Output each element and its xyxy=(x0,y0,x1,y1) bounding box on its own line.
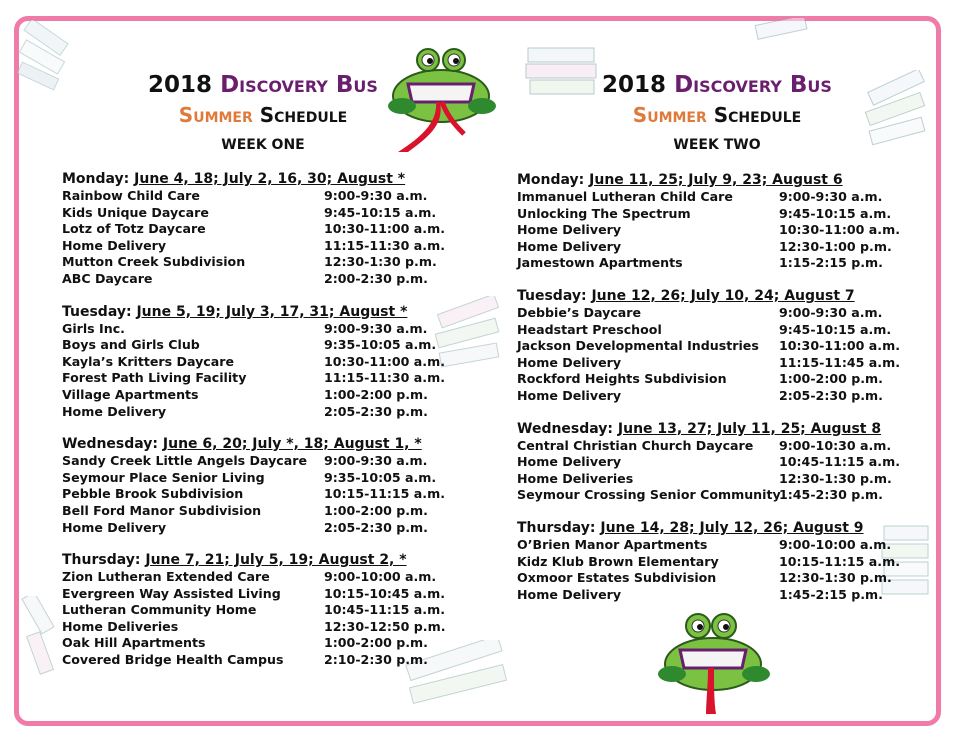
stop-time: 9:00-10:30 a.m. xyxy=(779,437,892,453)
stop-name: Kayla’s Kritters Daycare xyxy=(62,353,235,369)
week-label: WEEK TWO xyxy=(673,137,761,153)
schedule-row xyxy=(62,353,445,371)
week-two-title xyxy=(592,70,842,158)
stop-time: 9:45-10:15 a.m. xyxy=(779,321,892,337)
stop-name: Home Delivery xyxy=(517,238,622,254)
stop-name: Unlocking The Spectrum xyxy=(517,205,691,221)
books-icon xyxy=(16,20,80,100)
stop-time: 9:00-10:00 a.m. xyxy=(779,536,892,552)
stop-time: 2:05-2:30 p.m. xyxy=(779,387,883,403)
stop-time: 10:45-11:15 a.m. xyxy=(324,602,445,618)
stop-time: 10:15-11:15 a.m. xyxy=(324,486,445,502)
stop-name: Home Deliveries xyxy=(517,470,634,486)
day-heading xyxy=(517,519,897,537)
stop-name: Lotz of Totz Daycare xyxy=(62,221,206,237)
day-name: Wednesday: xyxy=(517,420,614,437)
stop-time: 9:00-9:30 a.m. xyxy=(324,453,428,469)
stop-name: ABC Daycare xyxy=(62,270,153,286)
day-section xyxy=(517,171,900,272)
stop-name: Rockford Heights Subdivision xyxy=(517,371,727,387)
subtitle-summer: Summer xyxy=(632,103,707,127)
stop-time: 1:15-2:15 p.m. xyxy=(779,255,883,271)
schedule-row xyxy=(62,503,442,520)
schedule-row xyxy=(62,585,445,603)
stop-time: 9:45-10:15 a.m. xyxy=(324,204,437,220)
schedule-row xyxy=(517,222,900,239)
schedule-row xyxy=(517,206,897,223)
stop-time: 11:15-11:30 a.m. xyxy=(324,237,445,253)
stop-name: Headstart Preschool xyxy=(517,321,662,337)
schedule-row xyxy=(62,337,442,354)
schedule-row xyxy=(62,470,442,487)
stop-name: Zion Lutheran Extended Care xyxy=(62,569,270,585)
stop-time: 9:00-9:30 a.m. xyxy=(779,304,883,320)
schedule-row xyxy=(517,537,897,554)
stop-time: 1:00-2:00 p.m. xyxy=(779,371,883,387)
stop-time: 2:05-2:30 p.m. xyxy=(324,519,428,535)
stop-name: Evergreen Way Assisted Living xyxy=(62,585,281,601)
schedule-row xyxy=(517,255,897,272)
stop-name: Lutheran Community Home xyxy=(62,602,257,618)
books-icon xyxy=(752,18,812,44)
day-heading xyxy=(517,287,897,305)
day-heading xyxy=(62,435,442,453)
stop-time: 1:45-2:30 p.m. xyxy=(779,487,883,503)
day-dates: June 6, 20; July *, 18; August 1, * xyxy=(162,436,422,453)
stop-time: 12:30-1:30 p.m. xyxy=(779,570,892,586)
books-icon xyxy=(862,70,932,150)
title-name: Discovery Bus xyxy=(674,72,832,98)
stop-time: 9:35-10:05 a.m. xyxy=(324,337,437,353)
stop-time: 10:30-11:00 a.m. xyxy=(779,222,900,238)
schedule-row xyxy=(62,370,445,387)
frog-mascot-icon xyxy=(378,44,504,156)
title-name: Discovery Bus xyxy=(220,72,378,98)
stop-name: Oak Hill Apartments xyxy=(62,635,206,651)
schedule-row xyxy=(62,221,445,238)
schedule-row xyxy=(62,271,442,288)
stop-name: Village Apartments xyxy=(62,386,199,402)
stop-name: Seymour Crossing Senior Community xyxy=(517,487,781,503)
day-name: Thursday: xyxy=(517,519,596,536)
day-name: Tuesday: xyxy=(517,287,587,304)
stop-time: 9:00-10:00 a.m. xyxy=(324,569,437,585)
schedule-row xyxy=(517,388,897,405)
schedule-row xyxy=(517,371,897,388)
stop-time: 11:15-11:30 a.m. xyxy=(324,370,445,386)
stop-time: 1:00-2:00 p.m. xyxy=(324,635,428,651)
week-two-schedule xyxy=(517,171,900,618)
frog-mascot-icon xyxy=(650,606,776,718)
day-section xyxy=(517,519,900,603)
stop-name: Boys and Girls Club xyxy=(62,337,200,353)
stop-name: Home Delivery xyxy=(517,586,622,602)
schedule-row xyxy=(517,570,897,587)
schedule-row xyxy=(517,354,900,372)
stop-time: 10:30-11:00 a.m. xyxy=(324,221,445,237)
subtitle-schedule: Schedule xyxy=(259,103,348,127)
stop-time: 1:00-2:00 p.m. xyxy=(324,386,428,402)
schedule-row xyxy=(517,239,897,256)
stop-name: Girls Inc. xyxy=(62,320,125,336)
schedule-row xyxy=(62,618,446,636)
stop-time: 12:30-1:30 p.m. xyxy=(324,254,437,270)
schedule-row xyxy=(517,305,897,322)
stop-name: Pebble Brook Subdivision xyxy=(62,486,244,502)
day-heading xyxy=(62,551,442,569)
stop-name: Home Delivery xyxy=(517,387,622,403)
stop-name: Jamestown Apartments xyxy=(517,255,683,271)
schedule-row xyxy=(517,587,897,604)
stop-name: Debbie’s Daycare xyxy=(517,304,642,320)
schedule-row xyxy=(62,188,442,205)
stop-time: 2:00-2:30 p.m. xyxy=(324,270,428,286)
day-section xyxy=(62,170,445,288)
stop-name: Home Delivery xyxy=(62,237,167,253)
schedule-row xyxy=(517,487,897,504)
stop-name: Home Delivery xyxy=(62,403,167,419)
week-one-schedule xyxy=(62,170,446,684)
stop-name: Home Delivery xyxy=(517,454,622,470)
stop-time: 2:10-2:30 p.m. xyxy=(324,652,428,668)
stop-name: Home Deliveries xyxy=(62,618,179,634)
day-section xyxy=(62,551,446,669)
schedule-row xyxy=(62,652,442,669)
day-section xyxy=(62,303,445,421)
week-label: WEEK ONE xyxy=(221,137,305,153)
stop-name: Home Delivery xyxy=(517,222,622,238)
day-heading xyxy=(517,420,897,438)
stop-time: 10:30-11:00 a.m. xyxy=(779,338,900,354)
day-heading xyxy=(62,170,442,188)
schedule-row xyxy=(62,569,442,586)
day-name: Monday: xyxy=(62,171,130,187)
stop-name: Seymour Place Senior Living xyxy=(62,469,265,485)
schedule-row xyxy=(62,404,442,421)
stop-name: Sandy Creek Little Angels Daycare xyxy=(62,453,308,469)
stop-time: 12:30-12:50 p.m. xyxy=(324,618,446,634)
day-heading xyxy=(62,303,442,321)
schedule-row xyxy=(62,237,445,255)
stop-time: 9:35-10:05 a.m. xyxy=(324,469,437,485)
schedule-row xyxy=(517,438,897,455)
schedule-row xyxy=(517,338,900,355)
day-name: Wednesday: xyxy=(62,436,159,453)
schedule-row xyxy=(62,635,442,652)
stop-time: 12:30-1:30 p.m. xyxy=(779,470,892,486)
stop-name: Covered Bridge Health Campus xyxy=(62,652,284,668)
schedule-row xyxy=(62,254,442,271)
schedule-row xyxy=(517,553,900,571)
stop-time: 11:15-11:45 a.m. xyxy=(779,354,900,370)
stop-time: 9:00-9:30 a.m. xyxy=(324,320,428,336)
schedule-row xyxy=(62,486,445,503)
day-dates: June 11, 25; July 9, 23; August 6 xyxy=(589,172,843,188)
day-section xyxy=(517,287,900,405)
day-section xyxy=(62,435,445,536)
stop-name: Home Delivery xyxy=(62,519,167,535)
schedule-row xyxy=(62,520,442,537)
schedule-row xyxy=(62,453,442,470)
stop-time: 10:30-11:00 a.m. xyxy=(324,353,445,369)
subtitle-schedule: Schedule xyxy=(713,103,802,127)
stop-name: O’Brien Manor Apartments xyxy=(517,536,708,552)
stop-name: Oxmoor Estates Subdivision xyxy=(517,570,717,586)
schedule-row xyxy=(62,602,445,619)
day-name: Monday: xyxy=(517,172,585,188)
stop-time: 1:45-2:15 p.m. xyxy=(779,586,883,602)
day-dates: June 7, 21; July 5, 19; August 2, * xyxy=(145,552,407,569)
stop-time: 10:15-11:15 a.m. xyxy=(779,553,900,569)
books-icon xyxy=(16,596,66,706)
stop-name: Jackson Developmental Industries xyxy=(517,338,759,354)
day-dates: June 4, 18; July 2, 16, 30; August * xyxy=(134,171,406,187)
stop-name: Rainbow Child Care xyxy=(62,188,200,203)
schedule-row xyxy=(62,387,442,404)
day-dates: June 5, 19; July 3, 17, 31; August * xyxy=(136,303,408,320)
stop-time: 10:45-11:15 a.m. xyxy=(779,454,900,470)
stop-time: 2:05-2:30 p.m. xyxy=(324,403,428,419)
title-year: 2018 xyxy=(602,72,667,98)
schedule-row xyxy=(517,189,897,206)
subtitle-summer: Summer xyxy=(178,103,253,127)
stop-time: 9:00-9:30 a.m. xyxy=(324,188,428,203)
stop-time: 9:00-9:30 a.m. xyxy=(779,189,883,204)
stop-time: 12:30-1:00 p.m. xyxy=(779,238,892,254)
stop-name: Bell Ford Manor Subdivision xyxy=(62,502,262,518)
stop-name: Kidz Klub Brown Elementary xyxy=(517,553,719,569)
week-one-title xyxy=(138,70,388,158)
schedule-row xyxy=(517,322,897,339)
day-dates: June 12, 26; July 10, 24; August 7 xyxy=(591,287,855,304)
stop-name: Home Delivery xyxy=(517,354,622,370)
title-year: 2018 xyxy=(148,72,213,98)
day-name: Thursday: xyxy=(62,552,141,569)
stop-time: 10:15-10:45 a.m. xyxy=(324,585,445,601)
schedule-row xyxy=(517,471,897,488)
stop-name: Immanuel Lutheran Child Care xyxy=(517,189,733,204)
schedule-row xyxy=(62,321,442,338)
stop-time: 9:45-10:15 a.m. xyxy=(779,205,892,221)
day-dates: June 14, 28; July 12, 26; August 9 xyxy=(600,519,864,536)
stop-name: Central Christian Church Daycare xyxy=(517,437,754,453)
stop-name: Kids Unique Daycare xyxy=(62,204,209,220)
day-dates: June 13, 27; July 11, 25; August 8 xyxy=(617,420,882,437)
day-section xyxy=(517,420,900,504)
stop-name: Mutton Creek Subdivision xyxy=(62,254,246,270)
stop-name: Forest Path Living Facility xyxy=(62,370,247,386)
stop-time: 1:00-2:00 p.m. xyxy=(324,502,428,518)
schedule-row xyxy=(62,205,442,222)
day-name: Tuesday: xyxy=(62,303,132,320)
day-heading xyxy=(517,171,897,189)
schedule-row xyxy=(517,454,900,471)
